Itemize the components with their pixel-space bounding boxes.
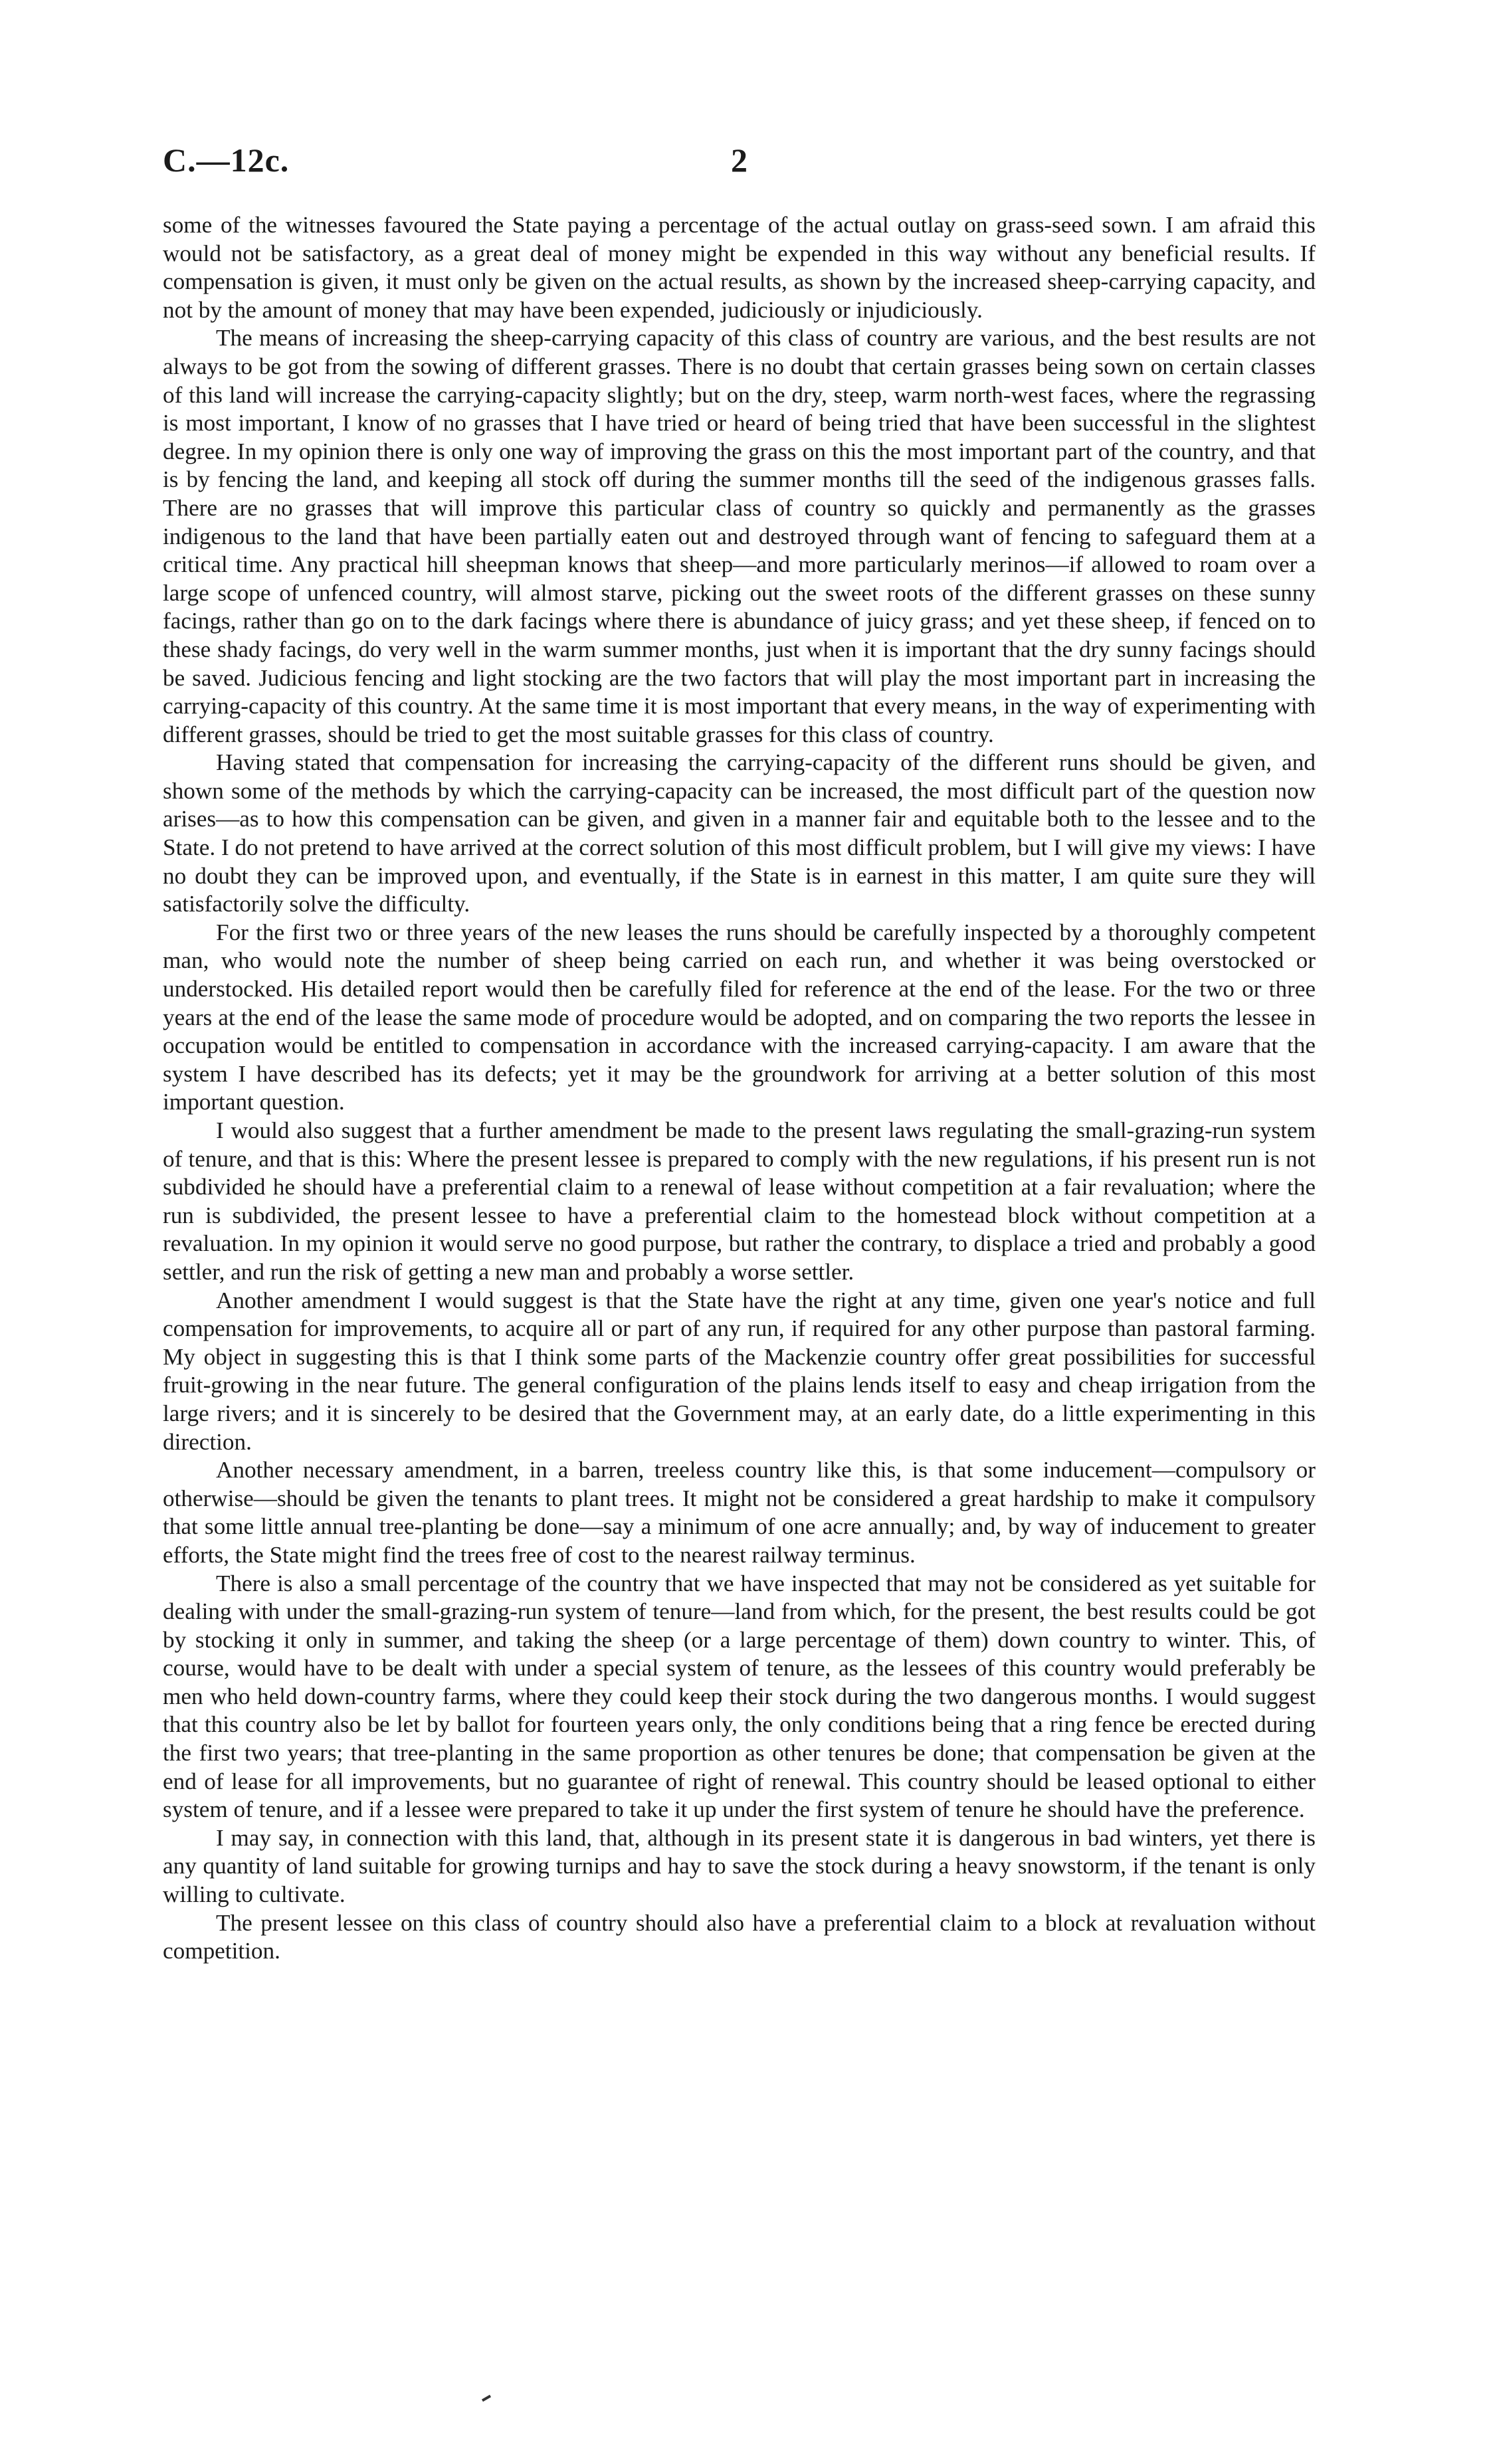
printer-mark xyxy=(482,2395,491,2402)
document-reference: C.—12c. xyxy=(163,142,290,179)
paragraph: I may say, in connection with this land, that, although in its present state it is dangerous in bad winters, yet there is any quantity of land suitable for growing turnips and hay to save the stock during a heavy snowstorm, if the tenant is only willing to cultivate. xyxy=(163,1824,1316,1908)
paragraph: Having stated that compensation for increasing the carrying-capacity of the different runs should be given, and shown some of the methods by which the carrying-capacity can be increased, the most difficult part of the question now arises—as to how this compensation can be given, and given in a manner fair and equitable both to the lessee and to the State. I do not pretend to have arrived at the correct solution of this most difficult problem, but I will give my views: I have no doubt they can be improved upon, and eventually, if the State is in earnest in this matter, I am quite sure they will satisfactorily solve the difficulty. xyxy=(163,749,1316,917)
paragraph: some of the witnesses favoured the State paying a percentage of the actual outlay on grass-seed sown. I am afraid this would not be satisfactory, as a great deal of money might be expended in this way without any beneficial results. If compensation is given, it must only be given on the actual results, as shown by the increased sheep-carrying capacity, and not by the amount of money that may have been expended, judiciously or injudiciously. xyxy=(163,212,1316,323)
document-body xyxy=(163,211,1316,1966)
paragraph: Another necessary amendment, in a barren, treeless country like this, is that some inducement—compulsory or otherwise—should be given the tenants to plant trees. It might not be considered a great hardship to make it compulsory that some little annual tree-planting be done—say a minimum of one acre annually; and, by way of inducement to greater efforts, the State might find the trees free of cost to the nearest railway terminus. xyxy=(163,1457,1316,1568)
page-header xyxy=(163,141,1319,194)
paragraph: For the first two or three years of the new leases the runs should be carefully inspected by a thoroughly competent man, who would note the number of sheep being carried on each run, and whether it was being overstocked or understocked. His detailed report would then be carefully filed for reference at the end of the lease. For the two or three years at the end of the lease the same mode of procedure would be adopted, and on comparing the two reports the lessee in occupation would be entitled to compensation in accordance with the increased carrying-capacity. I am aware that the system I have described has its defects; yet it may be the groundwork for arriving at a better solution of this most important question. xyxy=(163,919,1316,1115)
paragraph: I would also suggest that a further amendment be made to the present laws regulating the small-grazing-run system of tenure, and that is this: Where the present lessee is prepared to comply with the new regulations, if his present run is not subdivided he should have a preferential claim to a renewal of lease without competition at a fair revaluation; where the run is subdivided, the present lessee to have a preferential claim to the homestead block without competition at a revaluation. In my opinion it would serve no good purpose, but rather the contrary, to displace a tried and probably a good settler, and run the risk of getting a new man and probably a worse settler. xyxy=(163,1117,1316,1285)
page-number: 2 xyxy=(731,142,747,179)
paragraph: Another amendment I would suggest is that the State have the right at any time, given one year's notice and full compensation for improvements, to acquire all or part of any run, if required for any other purpose than pastoral farming. My object in suggesting this is that I think some parts of the Mackenzie country offer great possibilities for successful fruit-growing in the near future. The general configuration of the plains lends itself to easy and cheap irrigation from the large rivers; and it is sincerely to be desired that the Government may, at an early date, do a little experimenting in this direction. xyxy=(163,1287,1316,1455)
paragraph: The present lessee on this class of country should also have a preferential claim to a block at revaluation without competition. xyxy=(163,1909,1316,1964)
paragraph: The means of increasing the sheep-carrying capacity of this class of country are various, and the best results are not always to be got from the sowing of different grasses. There is no doubt that certain grasses being sown on certain classes of this land will increase the carrying-capacity slightly; but on the dry, steep, warm north-west faces, where the regrassing is most important, I know of no grasses that I have tried or heard of being tried that have been successful in the slightest degree. In my opinion there is only one way of improving the grass on this the most important part of the country, and that is by fencing the land, and keeping all stock off during the summer months till the seed of the indigenous grasses falls. There are no grasses that will improve this particular class of country so quickly and permanently as the grasses indigenous to the land that have been partially eaten out and destroyed through want of fencing to safeguard them at a critical time. Any practical hill sheepman knows that sheep—and more particularly merinos—if allowed to roam over a large scope of unfenced country, will almost starve, picking out the sweet roots of the different grasses on these sunny facings, rather than go on to the dark facings where there is abundance of juicy grass; and yet these sheep, if fenced on to these shady facings, do very well in the warm summer months, just when it is important that the dry sunny facings should be saved. Judicious fencing and light stocking are the two factors that will play the most important part in increasing the carrying-capacity of this country. At the same time it is most important that every means, in the way of experimenting with different grasses, should be tried to get the most suitable grasses for this class of country. xyxy=(163,325,1316,747)
paragraph: There is also a small percentage of the country that we have inspected that may not be considered as yet suitable for dealing with under the small-grazing-run system of tenure—land from which, for the present, the best results could be got by stocking it only in summer, and taking the sheep (or a large percentage of them) down country to winter. This, of course, would have to be dealt with under a special system of tenure, as the lessees of this country would preferably be men who held down-country farms, where they could keep their stock during the two dangerous months. I would suggest that this country also be let by ballot for fourteen years only, the only conditions being that a ring fence be erected during the first two years; that tree-planting in the same proportion as other tenures be done; that compensation be given at the end of lease for all improvements, but no guarantee of right of renewal. This country should be leased optional to either system of tenure, and if a lessee were prepared to take it up under the first system of tenure he should have the preference. xyxy=(163,1570,1316,1823)
